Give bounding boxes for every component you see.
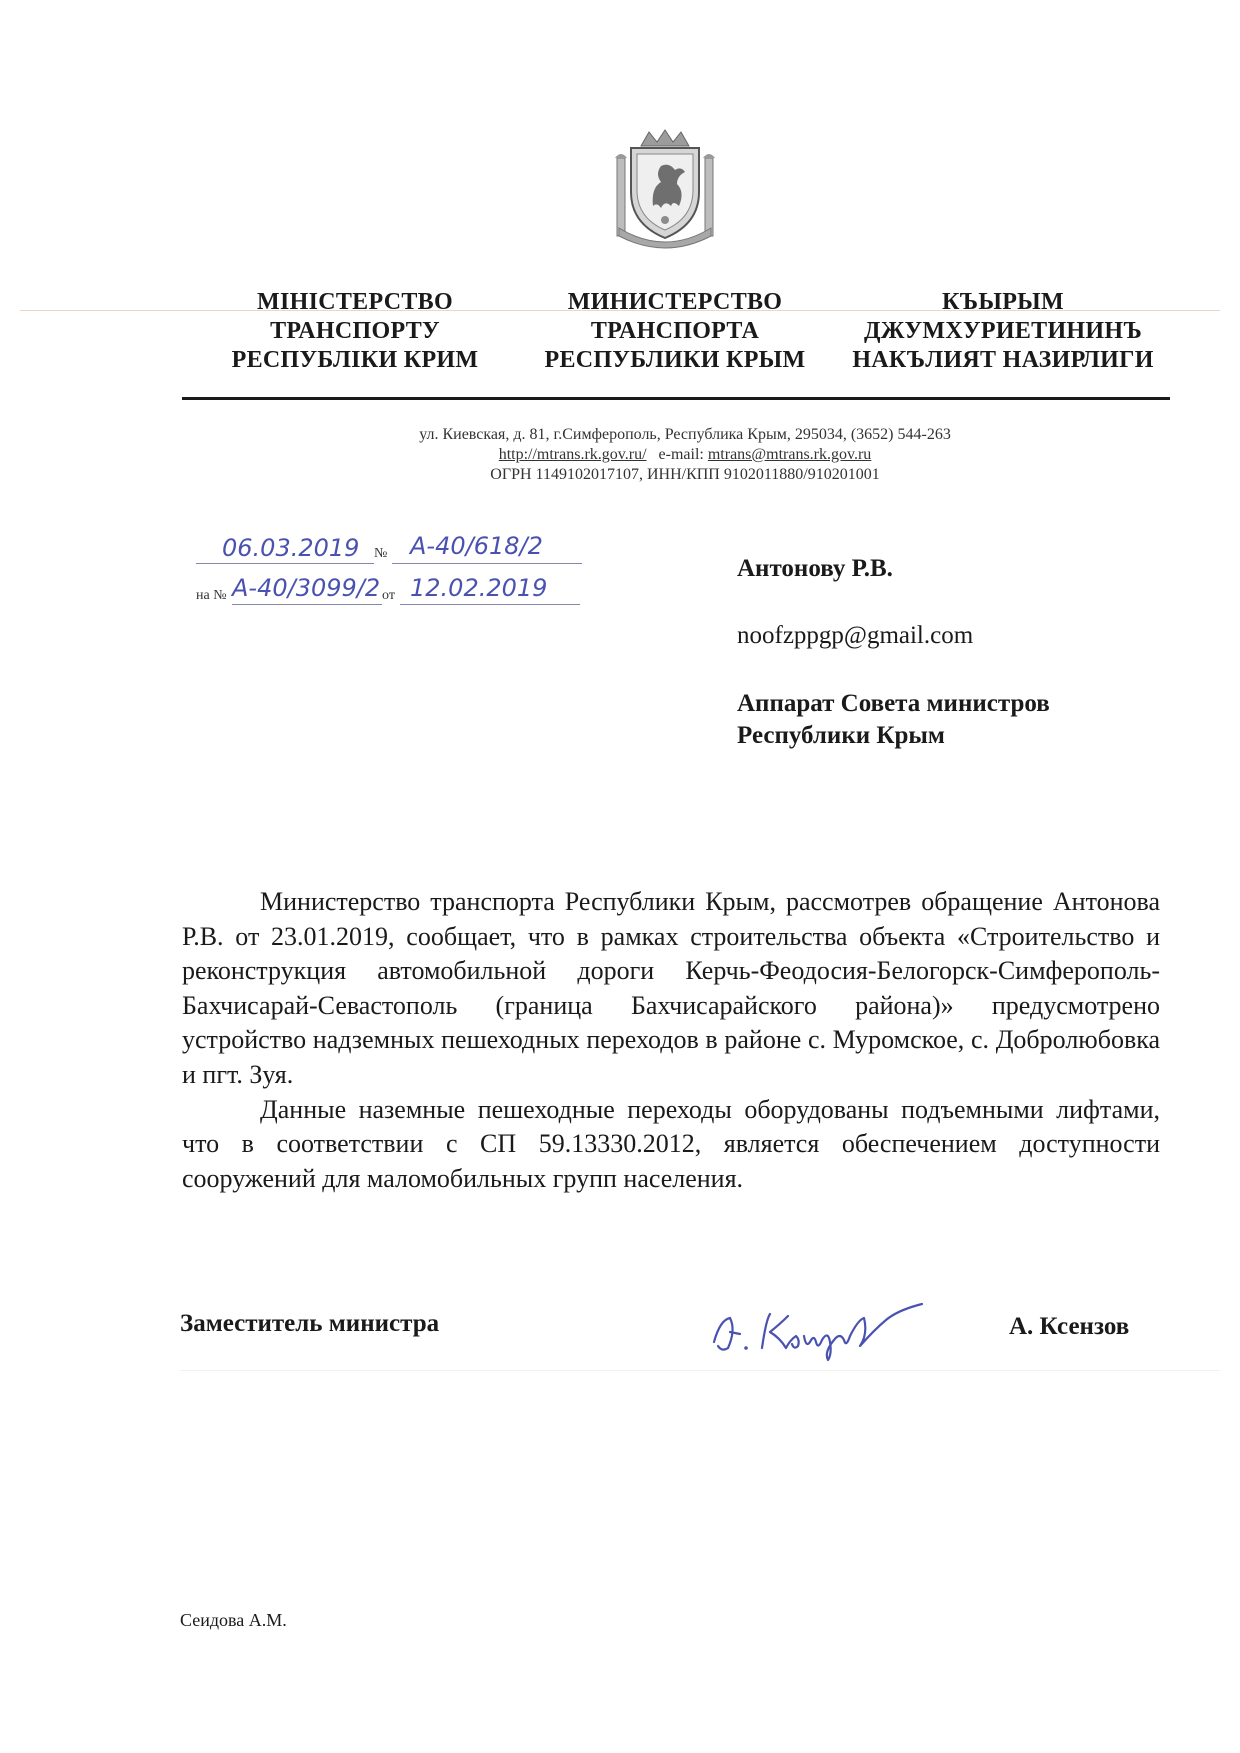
header-line: РЕСПУБЛІКИ КРИМ [231,347,479,373]
header-line: ТРАНСПОРТА [590,318,760,344]
contact-ids: ОГРН 1149102017107, ИНН/КПП 9102011880/910201001 [490,466,880,483]
addressee-name: Антонову Р.В. [737,555,893,582]
signatory-title: Заместитель министра [180,1310,440,1337]
addressee-org-line: Аппарат Совета министров [737,690,1050,717]
letter-body [182,885,1160,1196]
header-line: МІНІСТЕРСТВО [257,289,453,315]
scan-artifact-line [180,1370,1220,1371]
handwritten-signature [700,1290,980,1370]
coat-of-arms-icon [615,128,715,252]
header-line: РЕСПУБЛИКИ КРЫМ [544,347,806,373]
website-link[interactable]: http://mtrans.rk.gov.ru/ [498,446,647,463]
reply-date: 12.02.2019 [410,574,548,602]
header-crimean-tatar [838,288,1168,375]
body-paragraph: Данные наземные пешеходные переходы оборудованы подъемными лифтами, что в соответствии с СП 59.13330.2012, является обеспечением доступности сооружений для маломобильных групп населения. [182,1094,1160,1193]
outgoing-number: А-40/618/2 [410,532,543,560]
from-label: от [382,588,395,603]
reply-number: А-40/3099/2 [232,574,381,602]
date-underline [196,563,374,564]
email-label: e-mail: [658,446,704,463]
reply-date-underline [400,604,580,605]
header-line: КЪЫРЫМ [941,289,1064,315]
header-russian [535,288,815,375]
body-paragraph: Министерство транспорта Республики Крым, рассмотрев обращение Антонова Р.В. от 23.01.2019, сообщает, что в рамках строительства объекта «Строительство и реконструкция автомобильной дороги Керчь-Феодосия-Белогорск-Симферополь-Бахчисарай-Севастополь (граница Бахчисарайского района)» предусмотрено устройство надземных пешеходных переходов в районе с. Муромское, с. Добролюбовка и пгт. Зуя. [182,887,1160,1089]
contact-address: ул. Киевская, д. 81, г.Симферополь, Республика Крым, 295034, (3652) 544-263 [419,426,951,443]
header-line: МИНИСТЕРСТВО [567,289,783,315]
outgoing-date: 06.03.2019 [222,534,360,562]
contact-web [300,445,1070,465]
executor-name: Сеидова А.М. [180,1610,287,1630]
addressee-org-line: Республики Крым [737,722,945,749]
header-line: ТРАНСПОРТУ [270,318,440,344]
header-line: ДЖУМХУРИЕТИНИНЪ [864,318,1142,344]
addressee-email: noofzppgp@gmail.com [737,622,974,649]
header-divider [182,397,1170,400]
in-reply-label: на № [196,588,227,603]
email-link[interactable]: mtrans@mtrans.rk.gov.ru [707,446,872,463]
number-underline [392,563,582,564]
number-label: № [374,546,388,561]
header-line: НАКЪЛИЯТ НАЗИРЛИГИ [852,347,1154,373]
header-ukrainian [215,288,495,375]
reply-number-underline [232,604,382,605]
signatory-name: А. Ксензов [1009,1313,1130,1340]
